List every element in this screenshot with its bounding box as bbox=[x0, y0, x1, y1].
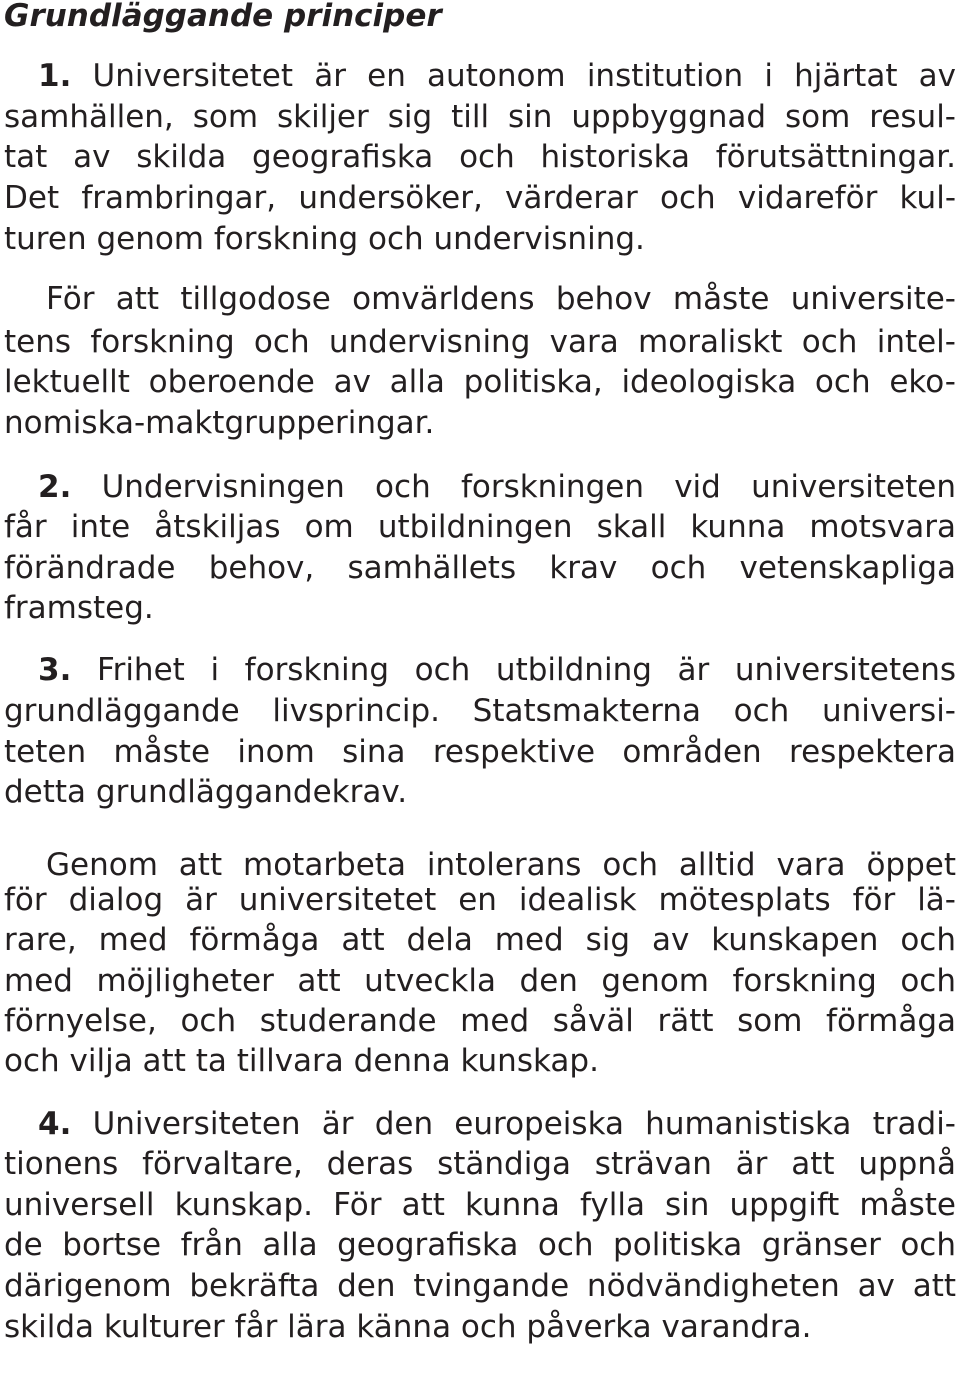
text-line bbox=[4, 137, 956, 177]
text-line bbox=[4, 961, 956, 1001]
line-text: Det frambringar, undersöker, värderar och vidareför kul- bbox=[4, 180, 956, 216]
line-text: därigenom bekräfta den tvingande nödvändigheten av att bbox=[4, 1268, 956, 1304]
line-text: för dialog är universitetet en idealisk mötesplats för lä- bbox=[4, 882, 956, 918]
line-text: lektuellt oberoende av alla politiska, ideologiska och eko- bbox=[4, 364, 956, 400]
text-line bbox=[4, 732, 956, 772]
text-line bbox=[4, 772, 956, 812]
item-number: 2. bbox=[38, 469, 72, 505]
item-number: 1. bbox=[38, 58, 72, 94]
text-line bbox=[4, 322, 956, 362]
line-text: förnyelse, och studerande med såväl rätt som förmåga bbox=[4, 1003, 956, 1039]
line-text: Universiteten är den europeiska humanistiska tradi- bbox=[71, 1106, 956, 1142]
line-text: turen genom forskning och undervisning. bbox=[4, 221, 645, 257]
line-text: nomiska-maktgrupperingar. bbox=[4, 405, 435, 441]
line-text: Universitetet är en autonom institution i hjärtat av bbox=[71, 58, 956, 94]
text-line bbox=[38, 467, 956, 507]
text-line bbox=[4, 1225, 956, 1265]
line-text: samhällen, som skiljer sig till sin uppbyggnad som resul- bbox=[4, 99, 956, 135]
text-line bbox=[4, 1266, 956, 1306]
text-line bbox=[4, 362, 956, 402]
text-line bbox=[4, 691, 956, 731]
line-text: tionens förvaltare, deras ständiga strävan är att uppnå bbox=[4, 1146, 956, 1182]
text-line bbox=[4, 507, 956, 547]
line-text: och vilja att ta tillvara denna kunskap. bbox=[4, 1043, 599, 1079]
text-line bbox=[4, 880, 956, 920]
line-text: rare, med förmåga att dela med sig av kunskapen och bbox=[4, 922, 956, 958]
text-line bbox=[4, 920, 956, 960]
line-text: Frihet i forskning och utbildning är universitetens bbox=[71, 652, 956, 688]
text-line bbox=[4, 1307, 956, 1347]
line-text: med möjligheter att utveckla den genom forskning och bbox=[4, 963, 956, 999]
text-line bbox=[4, 1144, 956, 1184]
item-number: 3. bbox=[38, 652, 72, 688]
line-text: tat av skilda geografiska och historiska förutsättningar. bbox=[4, 139, 956, 175]
text-line bbox=[46, 845, 956, 885]
line-text: detta grundläggandekrav. bbox=[4, 774, 408, 810]
text-line bbox=[4, 97, 956, 137]
text-line bbox=[4, 1185, 956, 1225]
text-line bbox=[46, 279, 956, 319]
line-text: teten måste inom sina respektive områden respektera bbox=[4, 734, 956, 770]
line-text: tens forskning och undervisning vara moraliskt och intel- bbox=[4, 324, 956, 360]
section-title: Grundläggande principer bbox=[4, 0, 442, 34]
line-text: framsteg. bbox=[4, 590, 154, 626]
line-text: de bortse från alla geografiska och politiska gränser och bbox=[4, 1227, 956, 1263]
line-text: får inte åtskiljas om utbildningen skall kunna motsvara bbox=[4, 509, 956, 545]
line-text: universell kunskap. För att kunna fylla sin uppgift måste bbox=[4, 1187, 956, 1223]
text-line bbox=[38, 1104, 956, 1144]
item-number: 4. bbox=[38, 1106, 72, 1142]
text-line bbox=[4, 403, 956, 443]
line-text: grundläggande livsprincip. Statsmakterna och universi- bbox=[4, 693, 956, 729]
text-line bbox=[4, 588, 956, 628]
line-text: Undervisningen och forskningen vid universiteten bbox=[71, 469, 956, 505]
text-line bbox=[38, 56, 956, 96]
text-line bbox=[4, 1001, 956, 1041]
text-line bbox=[4, 178, 956, 218]
line-text: förändrade behov, samhällets krav och vetenskapliga bbox=[4, 550, 956, 586]
text-line bbox=[38, 650, 956, 690]
line-text: För att tillgodose omvärldens behov måste universite- bbox=[46, 281, 956, 317]
text-line bbox=[4, 548, 956, 588]
line-text: Genom att motarbeta intolerans och alltid vara öppet bbox=[46, 847, 956, 883]
text-line bbox=[4, 219, 956, 259]
line-text: skilda kulturer får lära känna och påverka varandra. bbox=[4, 1309, 812, 1345]
text-line bbox=[4, 1041, 956, 1081]
